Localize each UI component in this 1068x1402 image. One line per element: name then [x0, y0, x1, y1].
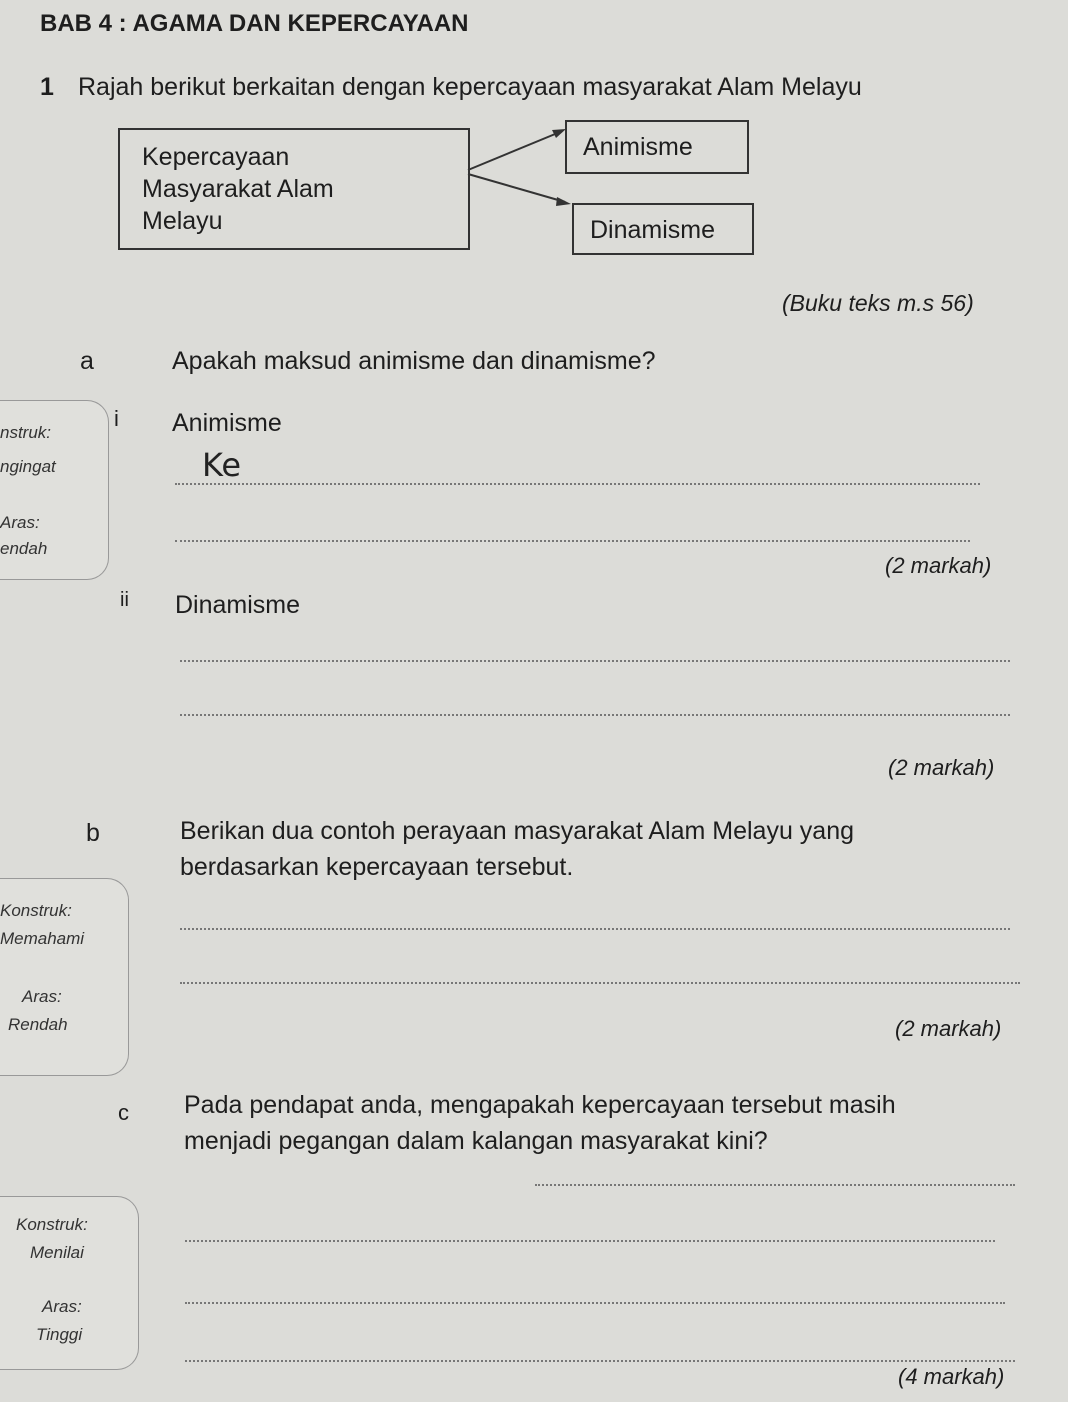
part-a-construct-box	[0, 400, 109, 580]
part-c-construct-label: Konstruk:	[16, 1215, 88, 1234]
part-a-letter: a	[80, 347, 94, 375]
part-c-letter: c	[118, 1100, 129, 1125]
part-a-level-label: Aras:	[0, 513, 40, 532]
answer-line[interactable]	[175, 483, 980, 485]
part-b-level-value: Rendah	[8, 1015, 68, 1034]
answer-line[interactable]	[180, 660, 1010, 662]
part-b-construct-value: Memahami	[0, 929, 85, 948]
chapter-title: BAB 4 : AGAMA DAN KEPERCAYAAN	[40, 10, 469, 37]
sub-ii-numeral: ii	[120, 589, 129, 611]
part-c-construct-box	[0, 1196, 139, 1370]
part-b-question-line-1: Berikan dua contoh perayaan masyarakat Alam Melayu yang	[180, 817, 854, 845]
answer-line[interactable]	[180, 928, 1010, 930]
sub-i-marks: (2 markah)	[885, 553, 992, 578]
diagram-connectors	[0, 0, 1068, 300]
connector-to-dinamisme	[468, 174, 565, 202]
main-box-line-1: Kepercayaan	[142, 143, 290, 171]
question-stem: Rajah berikut berkaitan dengan kepercayaan masyarakat Alam Melayu	[78, 73, 862, 101]
sub-i-numeral: i	[114, 406, 119, 431]
part-c-construct-value: Menilai	[30, 1243, 84, 1262]
sub-ii-label: Dinamisme	[175, 591, 301, 619]
part-a-question: Apakah maksud animisme dan dinamisme?	[172, 347, 656, 375]
part-a-construct-value: ngingat	[0, 457, 56, 476]
answer-line[interactable]	[180, 982, 1020, 984]
answer-line[interactable]	[175, 540, 970, 542]
part-c-question-line-2: menjadi pegangan dalam kalangan masyarakat kini?	[184, 1127, 768, 1155]
part-b-letter: b	[86, 819, 100, 847]
part-c-marks: (4 markah)	[898, 1364, 1005, 1389]
part-c-question-line-1: Pada pendapat anda, mengapakah kepercayaan tersebut masih	[184, 1091, 896, 1119]
animisme-box-label: Animisme	[583, 133, 693, 161]
part-b-construct-box	[0, 878, 129, 1076]
answer-line[interactable]	[185, 1240, 995, 1242]
textbook-reference: (Buku teks m.s 56)	[782, 290, 974, 316]
question-number: 1	[40, 73, 54, 101]
part-c-level-label: Aras:	[42, 1297, 82, 1316]
dinamisme-box-label: Dinamisme	[590, 216, 716, 244]
sub-ii-marks: (2 markah)	[888, 755, 995, 780]
sub-i-handwritten-answer: Ke	[202, 446, 242, 484]
part-c-level-value: Tinggi	[36, 1325, 83, 1344]
answer-line[interactable]	[535, 1184, 1015, 1186]
main-box-line-2: Masyarakat Alam	[142, 175, 334, 203]
main-box-line-3: Melayu	[142, 207, 223, 235]
part-b-construct-label: Konstruk:	[0, 901, 72, 920]
arrow-head-top	[552, 129, 566, 138]
part-a-level-value: endah	[0, 539, 48, 558]
part-b-marks: (2 markah)	[895, 1016, 1002, 1041]
answer-line[interactable]	[185, 1360, 1015, 1362]
answer-line[interactable]	[185, 1302, 1005, 1304]
part-a-construct-label: nstruk:	[0, 423, 52, 442]
part-b-question-line-2: berdasarkan kepercayaan tersebut.	[180, 853, 574, 881]
part-b-level-label: Aras:	[22, 987, 62, 1006]
sub-i-label: Animisme	[172, 409, 282, 437]
answer-line[interactable]	[180, 714, 1010, 716]
arrow-head-bottom	[556, 197, 571, 206]
connector-to-animisme	[468, 132, 560, 170]
